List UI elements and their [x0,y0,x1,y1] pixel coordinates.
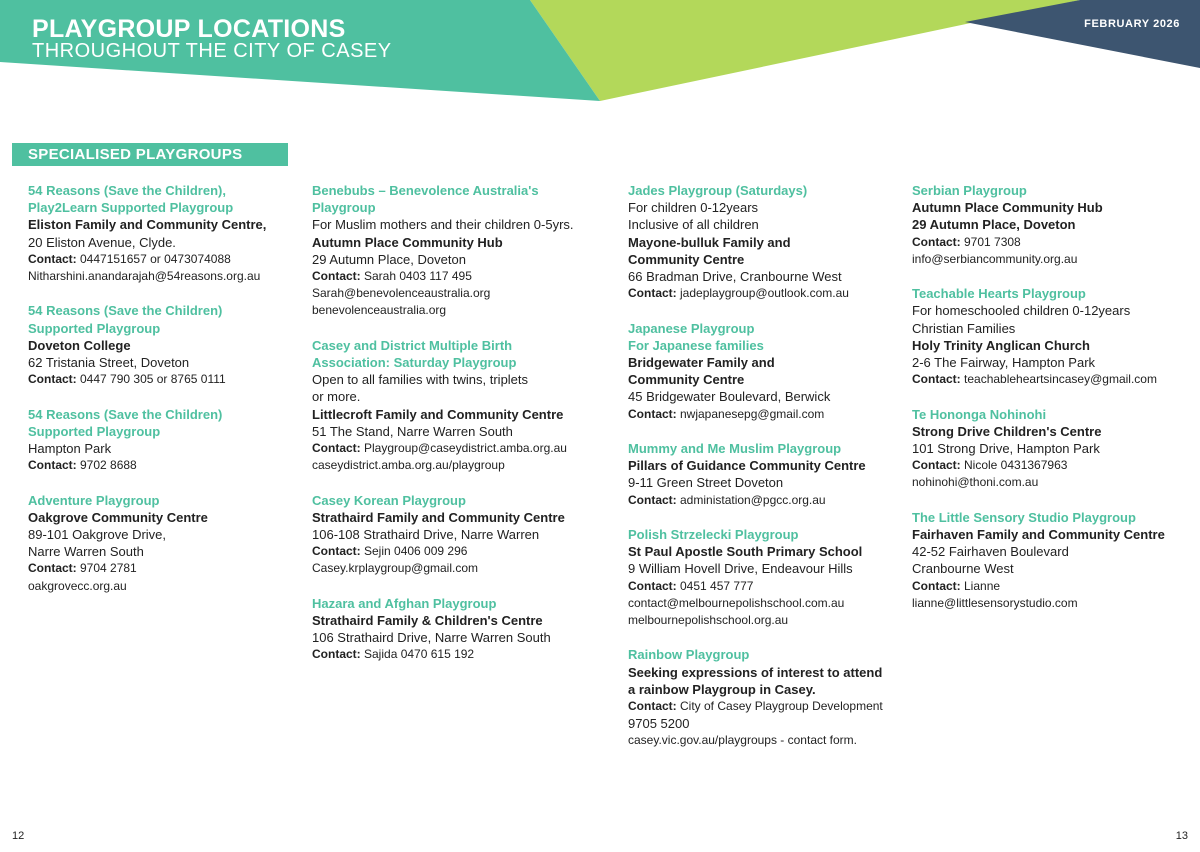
venue-line: 29 Autumn Place, Doveton [912,217,1076,233]
contact-value: nwjapanesepg@gmail.com [676,406,825,421]
venue-line: Littlecroft Family and Community Centre [312,406,564,422]
playgroup-entry [28,302,308,388]
detail-line: or more. [312,389,361,405]
playgroup-name: 54 Reasons (Save the Children), [28,183,226,198]
playgroup-name: Supported Playgroup [28,320,161,336]
playgroup-name: Mummy and Me Muslim Playgroup [628,441,842,457]
playgroup-name: Play2Learn Supported Playgroup [28,200,234,216]
detail-line: 66 Bradman Drive, Cranbourne West [628,269,842,285]
detail-line: 2-6 The Fairway, Hampton Park [912,355,1096,371]
playgroup-name: Hazara and Afghan Playgroup [312,595,497,611]
playgroup-name: Te Hononga Nohinohi [912,406,1047,422]
detail-line: Christian Families [912,320,1016,336]
contact-value: Sarah 0403 117 495 [360,269,472,284]
contact-line [28,371,308,388]
playgroup-name: Polish Strzelecki Playgroup [628,527,799,543]
venue-line: Holy Trinity Anglican Church [912,337,1090,353]
detail-line: For children 0-12years [628,200,759,216]
venue-line: Community Centre [628,372,745,388]
contact-label: Contact: [912,458,961,473]
playgroup-name: Teachable Hearts Playgroup [912,286,1086,302]
banner-lime-shape [530,0,1080,101]
contact-label: Contact: [628,406,677,421]
playgroup-name: The Little Sensory Studio Playgroup [912,509,1136,525]
venue-line: Seeking expressions of interest to attend [628,664,883,680]
detail-line: 101 Strong Drive, Hampton Park [912,441,1100,457]
playgroup-entry [312,492,612,578]
playgroup-entry [912,285,1194,388]
playgroup-entry [28,406,308,475]
playgroup-name: Benebubs – Benevolence Australia's [312,183,539,198]
listing-column-3 [628,182,908,767]
detail-line: For homeschooled children 0-12years [912,303,1131,319]
detail-line: 9705 5200 [628,716,690,732]
playgroup-name: Association: Saturday Playgroup [312,355,517,371]
playgroup-name: For Japanese families [628,337,764,353]
page-number-left: 12 [12,830,25,842]
detail-line: For Muslim mothers and their children 0-5yrs. [312,217,574,233]
playgroup-entry [912,406,1194,492]
venue-line: Strong Drive Children's Centre [912,423,1102,439]
detail-line: Cranbourne West [912,561,1014,577]
detail-line: 106-108 Strathaird Drive, Narre Warren [312,527,540,543]
detail-line: Narre Warren South [28,544,144,560]
venue-line: Community Centre [628,251,745,267]
contact-value: Sejin 0406 009 296 [360,544,468,559]
contact-label: Contact: [628,699,677,714]
playgroup-name: Supported Playgroup [28,423,161,439]
listing-column-1 [28,182,308,612]
playgroup-entry [628,646,908,749]
playgroup-name: Rainbow Playgroup [628,647,750,663]
contact-value: 9704 2781 [76,561,137,576]
detail-line: Nitharshini.anandarajah@54reasons.org.au [28,269,261,284]
playgroup-entry [912,509,1194,612]
contact-line [912,457,1194,474]
venue-line: Strathaird Family and Community Centre [312,509,565,525]
contact-label: Contact: [628,492,677,507]
detail-line: 29 Autumn Place, Doveton [312,251,466,267]
detail-line: Open to all families with twins, triplets [312,372,529,388]
contact-value: 0447151657 or 0473074088 [76,251,231,266]
listing-column-2 [312,182,612,681]
contact-line [28,560,308,577]
contact-line [628,698,908,715]
contact-value: 0451 457 777 [676,578,754,593]
contact-label: Contact: [628,578,677,593]
contact-line [312,268,612,285]
playgroup-entry [628,182,908,302]
detail-line: casey.vic.gov.au/playgroups - contact form. [628,733,857,748]
page-title: PLAYGROUP LOCATIONS [32,15,346,43]
detail-line: 89-101 Oakgrove Drive, [28,527,167,543]
contact-label: Contact: [912,372,961,387]
contact-line [628,578,908,595]
contact-label: Contact: [912,578,961,593]
detail-line: 9-11 Green Street Doveton [628,475,784,491]
contact-line [628,285,908,302]
contact-label: Contact: [28,372,77,387]
playgroup-name: Casey and District Multiple Birth [312,337,513,353]
contact-line [312,543,612,560]
playgroup-name: Casey Korean Playgroup [312,492,466,508]
detail-line: 62 Tristania Street, Doveton [28,355,190,371]
contact-value: jadeplaygroup@outlook.com.au [676,286,849,301]
contact-line [28,251,308,268]
detail-line: oakgrovecc.org.au [28,578,127,593]
detail-line: Casey.krplaygroup@gmail.com [312,561,479,576]
playgroup-entry [312,595,612,664]
detail-line: Sarah@benevolenceaustralia.org [312,286,491,301]
contact-line [912,578,1194,595]
detail-line: caseydistrict.amba.org.au/playgroup [312,458,505,473]
playgroup-entry [28,182,308,285]
playgroup-name: Jades Playgroup (Saturdays) [628,183,808,198]
playgroup-entry [312,337,612,475]
detail-line: 106 Strathaird Drive, Narre Warren South [312,630,551,646]
detail-line: lianne@littlesensorystudio.com [912,595,1078,610]
contact-label: Contact: [28,458,77,473]
playgroup-name: 54 Reasons (Save the Children) [28,303,223,319]
detail-line: 42-52 Fairhaven Boulevard [912,544,1069,560]
venue-line: Pillars of Guidance Community Centre [628,458,866,474]
venue-line: Bridgewater Family and [628,355,775,371]
contact-line [628,406,908,423]
venue-line: Mayone-bulluk Family and [628,234,791,250]
detail-line: melbournepolishschool.org.au [628,613,789,628]
contact-label: Contact: [312,441,361,456]
contact-value: City of Casey Playgroup Development [676,699,883,714]
contact-line [312,646,612,663]
contact-value: Lianne [960,578,1001,593]
detail-line: 45 Bridgewater Boulevard, Berwick [628,389,831,405]
detail-line: 51 The Stand, Narre Warren South [312,423,513,439]
contact-value: administation@pgcc.org.au [676,492,826,507]
venue-line: Doveton College [28,337,131,353]
contact-line [312,440,612,457]
detail-line: info@serbiancommunity.org.au [912,251,1078,266]
detail-line: benevolenceaustralia.org [312,303,447,318]
contact-line [28,457,308,474]
contact-label: Contact: [312,647,361,662]
contact-value: 9702 8688 [76,458,137,473]
playgroup-name: Adventure Playgroup [28,492,160,508]
detail-line: 20 Eliston Avenue, Clyde. [28,234,176,250]
playgroup-name: Japanese Playgroup [628,320,755,336]
contact-value: Sajida 0470 615 192 [360,647,475,662]
playgroup-entry [912,182,1194,268]
listing-column-4 [912,182,1194,629]
issue-date: FEBRUARY 2026 [1084,18,1180,30]
playgroup-entry [628,526,908,629]
playgroup-entry [312,182,612,320]
detail-line: Inclusive of all children [628,217,759,233]
contact-label: Contact: [28,561,77,576]
venue-line: Fairhaven Family and Community Centre [912,527,1165,543]
contact-label: Contact: [312,544,361,559]
venue-line: Oakgrove Community Centre [28,509,208,525]
contact-label: Contact: [628,286,677,301]
venue-line: Autumn Place Community Hub [912,200,1103,216]
contact-line [628,492,908,509]
page-subtitle: THROUGHOUT THE CITY OF CASEY [32,40,392,62]
venue-line: a rainbow Playgroup in Casey. [628,681,816,697]
playgroup-entry [628,320,908,423]
contact-value: teachableheartsincasey@gmail.com [960,372,1157,387]
detail-line: contact@melbournepolishschool.com.au [628,595,845,610]
venue-line: Eliston Family and Community Centre, [28,217,267,233]
contact-value: 0447 790 305 or 8765 0111 [76,372,226,387]
contact-line [912,234,1194,251]
section-heading: SPECIALISED PLAYGROUPS [12,143,288,166]
playgroup-name: Serbian Playgroup [912,183,1027,198]
contact-line [912,371,1194,388]
venue-line: Autumn Place Community Hub [312,234,503,250]
venue-line: Strathaird Family & Children's Centre [312,613,543,629]
page-number-right: 13 [1175,830,1188,842]
detail-line: Hampton Park [28,441,112,457]
contact-value: 9701 7308 [960,234,1021,249]
playgroup-entry [628,440,908,509]
contact-label: Contact: [912,234,961,249]
detail-line: 9 William Hovell Drive, Endeavour Hills [628,561,853,577]
playgroup-name: Playgroup [312,200,376,216]
contact-label: Contact: [28,251,77,266]
playgroup-entry [28,492,308,595]
detail-line: nohinohi@thoni.com.au [912,475,1039,490]
venue-line: St Paul Apostle South Primary School [628,544,863,560]
playgroup-name: 54 Reasons (Save the Children) [28,406,223,422]
contact-value: Nicole 0431367963 [960,458,1068,473]
contact-value: Playgroup@caseydistrict.amba.org.au [360,441,567,456]
contact-label: Contact: [312,269,361,284]
